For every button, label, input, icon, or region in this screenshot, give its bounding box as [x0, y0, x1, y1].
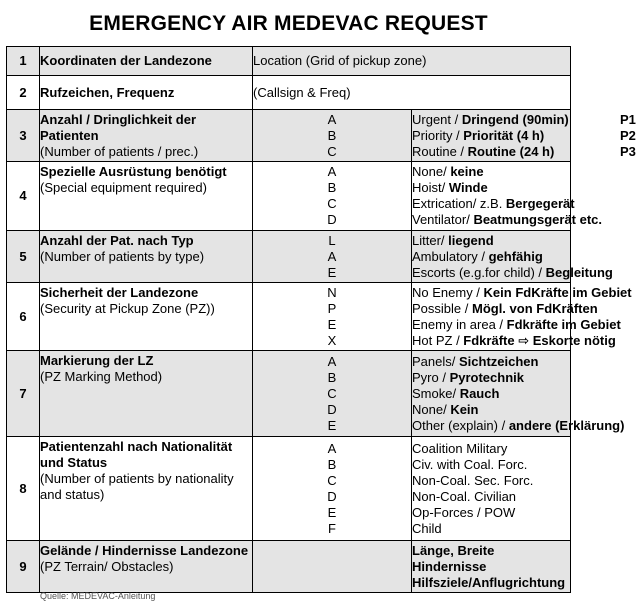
- option-letter: X: [327, 332, 337, 348]
- field-label: [40, 162, 253, 231]
- table-row: [7, 231, 571, 283]
- option-letter: D: [327, 212, 337, 227]
- table-row: [7, 162, 571, 231]
- line-number: 7: [7, 351, 40, 437]
- field-label: [40, 437, 253, 541]
- option-list: [412, 283, 632, 351]
- option-item: None/ Kein: [412, 401, 479, 417]
- option-letter: B: [327, 127, 337, 143]
- option-letter: E: [327, 417, 337, 433]
- line-number: 5: [7, 231, 40, 283]
- field-label: [40, 47, 253, 76]
- option-letter: A: [327, 248, 337, 264]
- option-letter: C: [327, 196, 337, 211]
- priority-code: P1: [620, 111, 636, 127]
- option-letter: E: [327, 316, 337, 332]
- option-list: [412, 541, 571, 593]
- option-item: None/ keine: [412, 164, 484, 179]
- option-item: Other (explain) / andere (Erklärung): [412, 417, 625, 433]
- option-list: [412, 110, 636, 162]
- option-letter: C: [327, 143, 337, 159]
- table-row: [7, 283, 571, 351]
- option-letters: [253, 110, 412, 162]
- option-item: Enemy in area / Fdkräfte im Gebiet: [412, 316, 621, 332]
- option-item: Pyro / Pyrotechnik: [412, 369, 524, 385]
- label-german: Koordinaten der Landezone: [40, 53, 212, 68]
- line-number: 6: [7, 283, 40, 351]
- table-row: [7, 351, 571, 437]
- option-letter: C: [327, 472, 337, 488]
- option-item: Länge, Breite: [412, 542, 495, 558]
- option-item: Child: [412, 520, 442, 536]
- option-letter: B: [327, 180, 337, 195]
- label-german: Markierung der LZ: [40, 353, 154, 368]
- option-letter: E: [327, 264, 337, 280]
- option-letters: [253, 541, 412, 593]
- option-letter: A: [327, 111, 337, 127]
- field-label: [40, 231, 253, 283]
- option-item: Urgent / Dringend (90min) P1: [412, 111, 636, 127]
- option-letters: [253, 283, 412, 351]
- medevac-request-table: [6, 46, 636, 593]
- field-value: (Callsign & Freq): [253, 76, 571, 110]
- label-german: Sicherheit der Landezone: [40, 285, 199, 300]
- label-german: Gelände / Hindernisse Landezone: [40, 543, 249, 558]
- line-number: 8: [7, 437, 40, 541]
- option-item: Non-Coal. Sec. Forc.: [412, 472, 534, 488]
- option-item: Ventilator/ Beatmungsgerät etc.: [412, 212, 603, 227]
- option-item: Civ. with Coal. Forc.: [412, 456, 528, 472]
- table-row: [7, 110, 571, 162]
- option-item: Hindernisse: [412, 558, 487, 574]
- option-item: Possible / Mögl. von FdKräften: [412, 300, 598, 316]
- line-number: 2: [7, 76, 40, 110]
- label-english: (Number of patients / prec.): [40, 143, 199, 159]
- option-letters: [253, 437, 412, 541]
- table-row: [7, 541, 571, 593]
- priority-code: P3: [620, 143, 636, 159]
- label-german: Rufzeichen, Frequenz: [40, 84, 175, 100]
- option-letter: C: [327, 385, 337, 401]
- label-german: Spezielle Ausrüstung benötigt: [40, 164, 227, 179]
- option-list: [412, 231, 613, 283]
- option-list: [412, 162, 603, 231]
- option-letter: P: [327, 300, 337, 316]
- source-note: Quelle: MEDEVAC-Anleitung: [40, 591, 156, 601]
- label-english: (PZ Marking Method): [40, 369, 163, 384]
- field-value: Location (Grid of pickup zone): [253, 47, 571, 76]
- option-letter: L: [328, 232, 336, 248]
- table-row: [7, 437, 571, 541]
- option-letter: B: [327, 369, 337, 385]
- label-english: (Security at Pickup Zone (PZ)): [40, 301, 215, 316]
- table-row: [7, 76, 571, 110]
- option-item: Escorts (e.g.for child) / Begleitung: [412, 264, 613, 280]
- option-letters: [253, 231, 412, 283]
- label-german: Anzahl / Dringlichkeit der Patienten: [40, 111, 197, 143]
- option-letter: D: [327, 401, 337, 417]
- option-letters: [253, 351, 412, 437]
- option-item: Hoist/ Winde: [412, 180, 488, 195]
- option-letter: D: [327, 488, 337, 504]
- label-english: (Special equipment required): [40, 180, 207, 195]
- option-item: Routine / Routine (24 h) P3: [412, 143, 636, 159]
- label-german: Patientenzahl nach Nationalität und Status: [40, 439, 233, 470]
- table-row: [7, 47, 571, 76]
- option-letter: F: [328, 520, 336, 536]
- option-item: Extrication/ z.B. Bergegerät: [412, 196, 575, 211]
- line-number: 1: [7, 47, 40, 76]
- line-number: 4: [7, 162, 40, 231]
- label-german: Anzahl der Pat. nach Typ: [40, 233, 194, 248]
- label-english: (Number of patients by nationality and status): [40, 471, 234, 502]
- option-item: Hot PZ / Fdkräfte ⇨ Eskorte nötig: [412, 332, 616, 348]
- line-number: 9: [7, 541, 40, 593]
- option-item: Ambulatory / gehfähig: [412, 248, 543, 264]
- field-label: [40, 351, 253, 437]
- label-english: (PZ Terrain/ Obstacles): [40, 559, 174, 574]
- option-list: [412, 351, 625, 437]
- option-item: Hilfsziele/Anflugrichtung: [412, 574, 566, 590]
- option-letter: E: [327, 504, 337, 520]
- option-item: Priority / Priorität (4 h) P2: [412, 127, 636, 143]
- option-list: [412, 437, 571, 541]
- option-letter: A: [327, 164, 337, 179]
- option-letter: A: [327, 440, 337, 456]
- label-english: (Number of patients by type): [40, 249, 205, 264]
- option-item: No Enemy / Kein FdKräfte im Gebiet: [412, 284, 632, 300]
- option-item: Op-Forces / POW: [412, 504, 516, 520]
- option-item: Panels/ Sichtzeichen: [412, 353, 539, 369]
- option-letter: N: [327, 284, 337, 300]
- option-item: Smoke/ Rauch: [412, 385, 500, 401]
- field-label: [40, 541, 253, 593]
- option-letter: A: [327, 353, 337, 369]
- option-item: Coalition Military: [412, 440, 508, 456]
- priority-code: P2: [620, 127, 636, 143]
- field-label: [40, 76, 253, 110]
- option-item: Non-Coal. Civilian: [412, 488, 517, 504]
- field-label: [40, 283, 253, 351]
- line-number: 3: [7, 110, 40, 162]
- field-label: [40, 110, 253, 162]
- form-title: EMERGENCY AIR MEDEVAC REQUEST: [89, 12, 488, 35]
- option-letter: B: [327, 456, 337, 472]
- option-letters: [253, 162, 412, 231]
- option-item: Litter/ liegend: [412, 232, 494, 248]
